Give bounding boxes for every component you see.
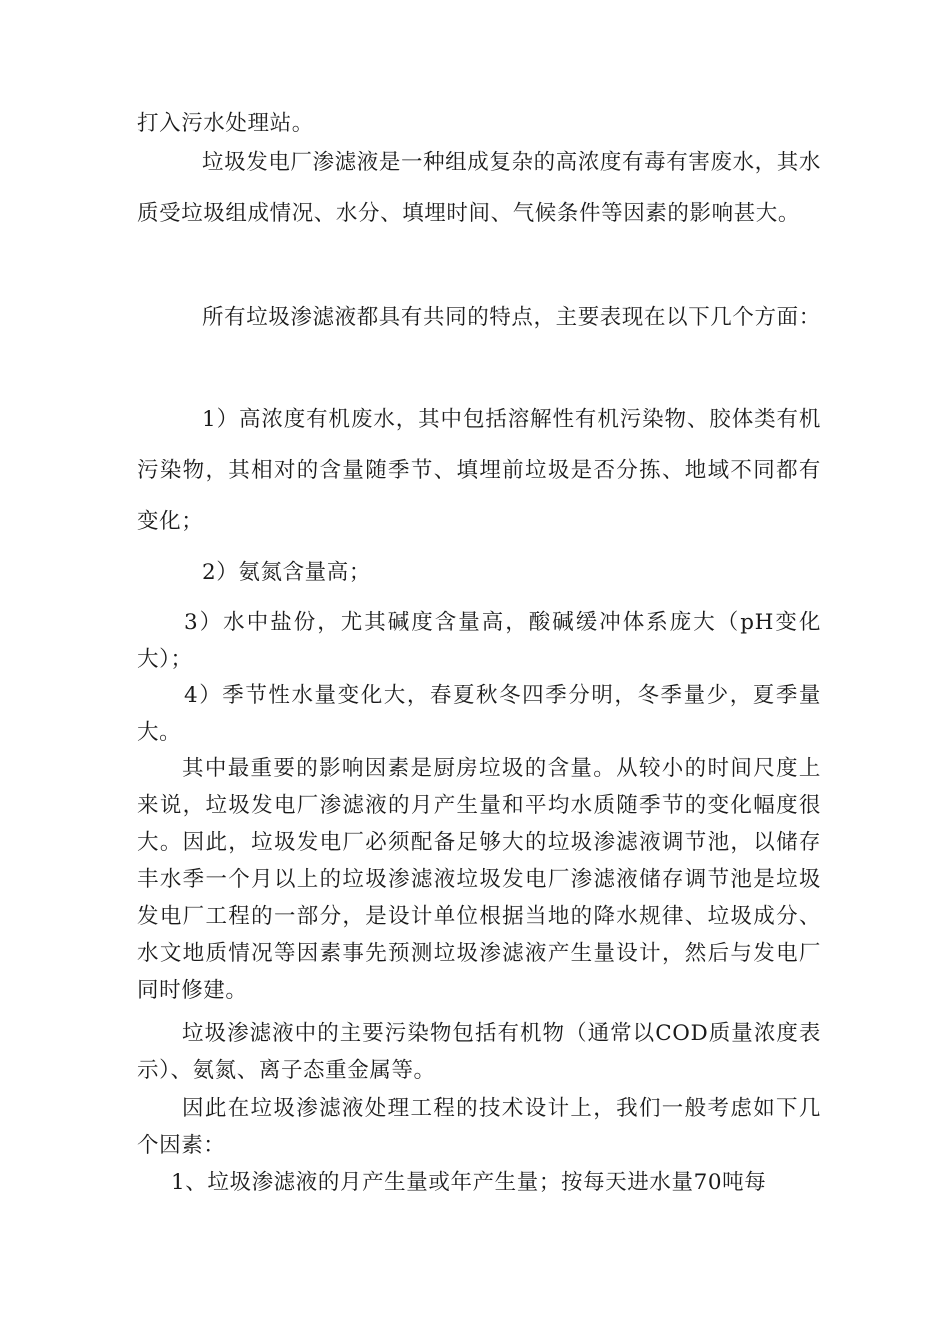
paragraph-5: 2）氨氮含量高； [202, 560, 371, 585]
paragraph-4: 1）高浓度有机废水，其中包括溶解性有机污染物、胶体类有机污染物，其相对的含量随季节、填埋前垃圾是否分拣、地域不同都有变化； [137, 407, 821, 534]
paragraph-7: 4）季节性水量变化大，春夏秋冬四季分明，冬季量少，夏季量大。 [137, 683, 821, 745]
paragraph-10: 因此在垃圾渗滤液处理工程的技术设计上，我们一般考虑如下几个因素： [137, 1096, 821, 1158]
paragraph-8: 其中最重要的影响因素是厨房垃圾的含量。从较小的时间尺度上来说，垃圾发电厂渗滤液的月产生量和平均水质随季节的变化幅度很大。因此，垃圾发电厂必须配备足够大的垃圾渗滤液调节池，以储存丰水季一个月以上的垃圾渗滤液垃圾发电厂渗滤液储存调节池是垃圾发电厂工程的一部分，是设计单位根据当地的降水规律、垃圾成分、水文地质情况等因素事先预测垃圾渗滤液产生量设计，然后与发电厂同时修建。 [137, 756, 821, 1003]
paragraph-6: 3）水中盐份，尤其碱度含量高，酸碱缓冲体系庞大（pH变化大）； [137, 610, 821, 672]
paragraph-2: 垃圾发电厂渗滤液是一种组成复杂的高浓度有毒有害废水，其水质受垃圾组成情况、水分、填埋时间、气候条件等因素的影响甚大。 [137, 150, 821, 226]
paragraph-1: 打入污水处理站。 [137, 111, 314, 136]
paragraph-3: 所有垃圾渗滤液都具有共同的特点，主要表现在以下几个方面： [202, 305, 821, 330]
paragraph-9: 垃圾渗滤液中的主要污染物包括有机物（通常以COD质量浓度表示）、氨氮、离子态重金属等。 [137, 1021, 821, 1083]
paragraph-11: 1、垃圾渗滤液的月产生量或年产生量；按每天进水量70吨每 [171, 1170, 767, 1195]
